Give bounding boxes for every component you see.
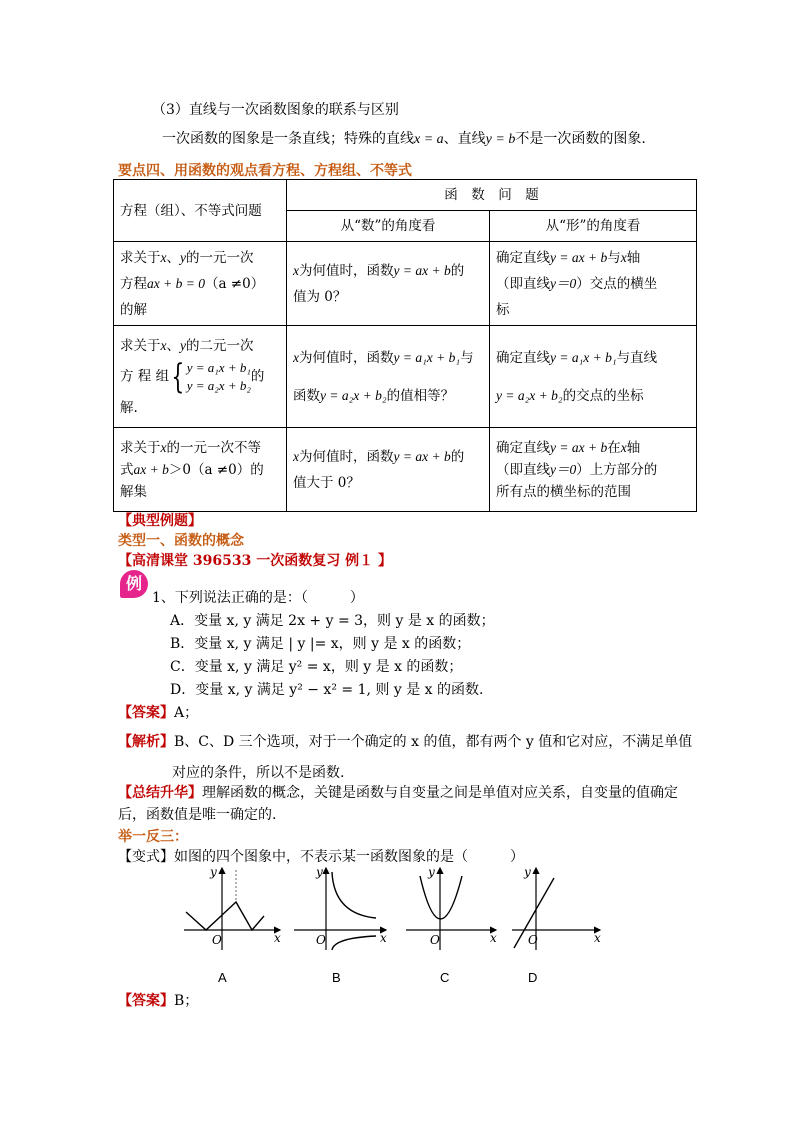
answer1-tag: 【答案】 bbox=[118, 705, 174, 721]
variant-text: 如图的四个图象中，不表示某一函数图象的是（ ） bbox=[174, 849, 524, 865]
graph-a bbox=[176, 862, 286, 952]
answer2-text: B； bbox=[174, 993, 199, 1009]
graph-c-x: x bbox=[490, 931, 497, 945]
option-d: D．变量 x, y 满足 y² − x² = 1, 则 y 是 x 的函数. bbox=[170, 682, 484, 698]
analysis-tag: 【解析】 bbox=[118, 734, 174, 750]
question-stem: 1、下列说法正确的是：（ ） bbox=[152, 590, 364, 606]
variant-tag: 【变式】 bbox=[118, 849, 174, 865]
analysis-text1: B、C、D 三个选项，对于一个确定的 x 的值，都有两个 y 值和它对应，不满足单值 bbox=[174, 734, 693, 750]
header-shape: 从“形”的角度看 bbox=[490, 211, 697, 242]
header-func: 函 数 问 题 bbox=[287, 180, 697, 211]
table-row bbox=[114, 242, 697, 326]
graph-d bbox=[508, 862, 608, 952]
graph-d-y: y bbox=[524, 865, 531, 879]
graph-label-a: A bbox=[218, 970, 227, 985]
section3-eq1: x = a bbox=[414, 132, 444, 147]
graph-c-y: y bbox=[428, 865, 435, 879]
graph-a-x: x bbox=[274, 931, 281, 945]
graph-c bbox=[402, 862, 502, 952]
row2-shape: 确定直线y = a₁x + b₁与直线 y = a₂x + b₂的交点的坐标 bbox=[490, 326, 697, 428]
table-row bbox=[114, 326, 697, 428]
row3-num: x为何值时，函数y = ax + b的 值大于 0？ bbox=[287, 428, 490, 512]
section3-title: （3）直线与一次函数图象的联系与区别 bbox=[152, 102, 399, 118]
summary-line1 bbox=[118, 782, 678, 802]
graph-b-y: y bbox=[316, 865, 323, 879]
option-b: B．变量 x, y 满足 | y |= x，则 y 是 x 的函数； bbox=[170, 636, 471, 652]
row3-left: 求关于x的一元一次不等 式ax + b＞0（a ≠0）的 解集 bbox=[114, 428, 287, 512]
summary-line2: 后，函数值是唯一确定的. bbox=[118, 807, 277, 823]
graph-label-b: B bbox=[332, 970, 341, 985]
graph-label-c: C bbox=[440, 970, 450, 985]
graph-a-y: y bbox=[210, 865, 217, 879]
section3-text-c: 不是一次函数的图象. bbox=[515, 131, 646, 147]
graph-c-origin: O bbox=[430, 933, 440, 947]
graph-b-x: x bbox=[380, 931, 387, 945]
section3-text-b: 、直线 bbox=[443, 131, 486, 147]
type1-title: 类型一、函数的概念 bbox=[118, 533, 244, 549]
section3-eq2: y = b bbox=[485, 132, 516, 147]
practice-title: 举一反三： bbox=[118, 829, 188, 845]
summary-tag: 【总结升华】 bbox=[118, 785, 202, 801]
summary-text1: 理解函数的概念，关键是函数与自变量之间是单值对应关系，自变量的值确定 bbox=[202, 785, 678, 801]
graph-label-d: D bbox=[528, 970, 538, 985]
analysis-line2: 对应的条件，所以不是函数. bbox=[172, 765, 345, 781]
graph-d-origin: O bbox=[528, 933, 538, 947]
answer2 bbox=[118, 990, 198, 1010]
course-title: 【高清课堂 396533 一次函数复习 例１ 】 bbox=[118, 553, 392, 569]
option-c: C．变量 x, y 满足 y² = x，则 y 是 x 的函数； bbox=[170, 659, 463, 675]
equations-functions-table bbox=[113, 179, 697, 512]
answer1 bbox=[118, 702, 198, 722]
analysis-line1 bbox=[118, 731, 692, 751]
section3-text-a: 一次函数的图象是一条直线；特殊的直线 bbox=[162, 131, 414, 147]
row1-num: x为何值时，函数y = ax + b的 值为 0？ bbox=[287, 242, 490, 326]
graph-b bbox=[290, 862, 400, 952]
point4-title: 要点四、用函数的观点看方程、方程组、不等式 bbox=[118, 163, 412, 179]
example-badge: 例 bbox=[120, 570, 148, 598]
header-left: 方程（组）、不等式问题 bbox=[114, 180, 287, 242]
graph-b-origin: O bbox=[316, 933, 326, 947]
table-row bbox=[114, 428, 697, 512]
answer2-tag: 【答案】 bbox=[118, 993, 174, 1009]
option-a: A．变量 x, y 满足 2x + y = 3，则 y 是 x 的函数； bbox=[170, 613, 495, 629]
section3-text bbox=[162, 128, 646, 148]
row1-shape: 确定直线y = ax + b与x轴 （即直线y＝0）交点的横坐 标 bbox=[490, 242, 697, 326]
row3-shape: 确定直线y = ax + b在x轴 （即直线y＝0）上方部分的 所有点的横坐标的范围 bbox=[490, 428, 697, 512]
row2-num: x为何值时，函数y = a₁x + b₁与 函数y = a₂x + b₂的值相等？ bbox=[287, 326, 490, 428]
row1-left: 求关于x、y的一元一次 方程ax + b = 0（a ≠0） 的解 bbox=[114, 242, 287, 326]
header-num: 从“数”的角度看 bbox=[287, 211, 490, 242]
row2-left: 求关于x、y的二元一次 方 程 组{ y = a₁x + b₁ y = a₂x + b₂的 解. bbox=[114, 326, 287, 428]
graph-a-origin: O bbox=[212, 933, 222, 947]
graph-d-x: x bbox=[594, 931, 601, 945]
typical-title: 【典型例题】 bbox=[118, 513, 202, 529]
answer1-text: A； bbox=[174, 705, 199, 721]
